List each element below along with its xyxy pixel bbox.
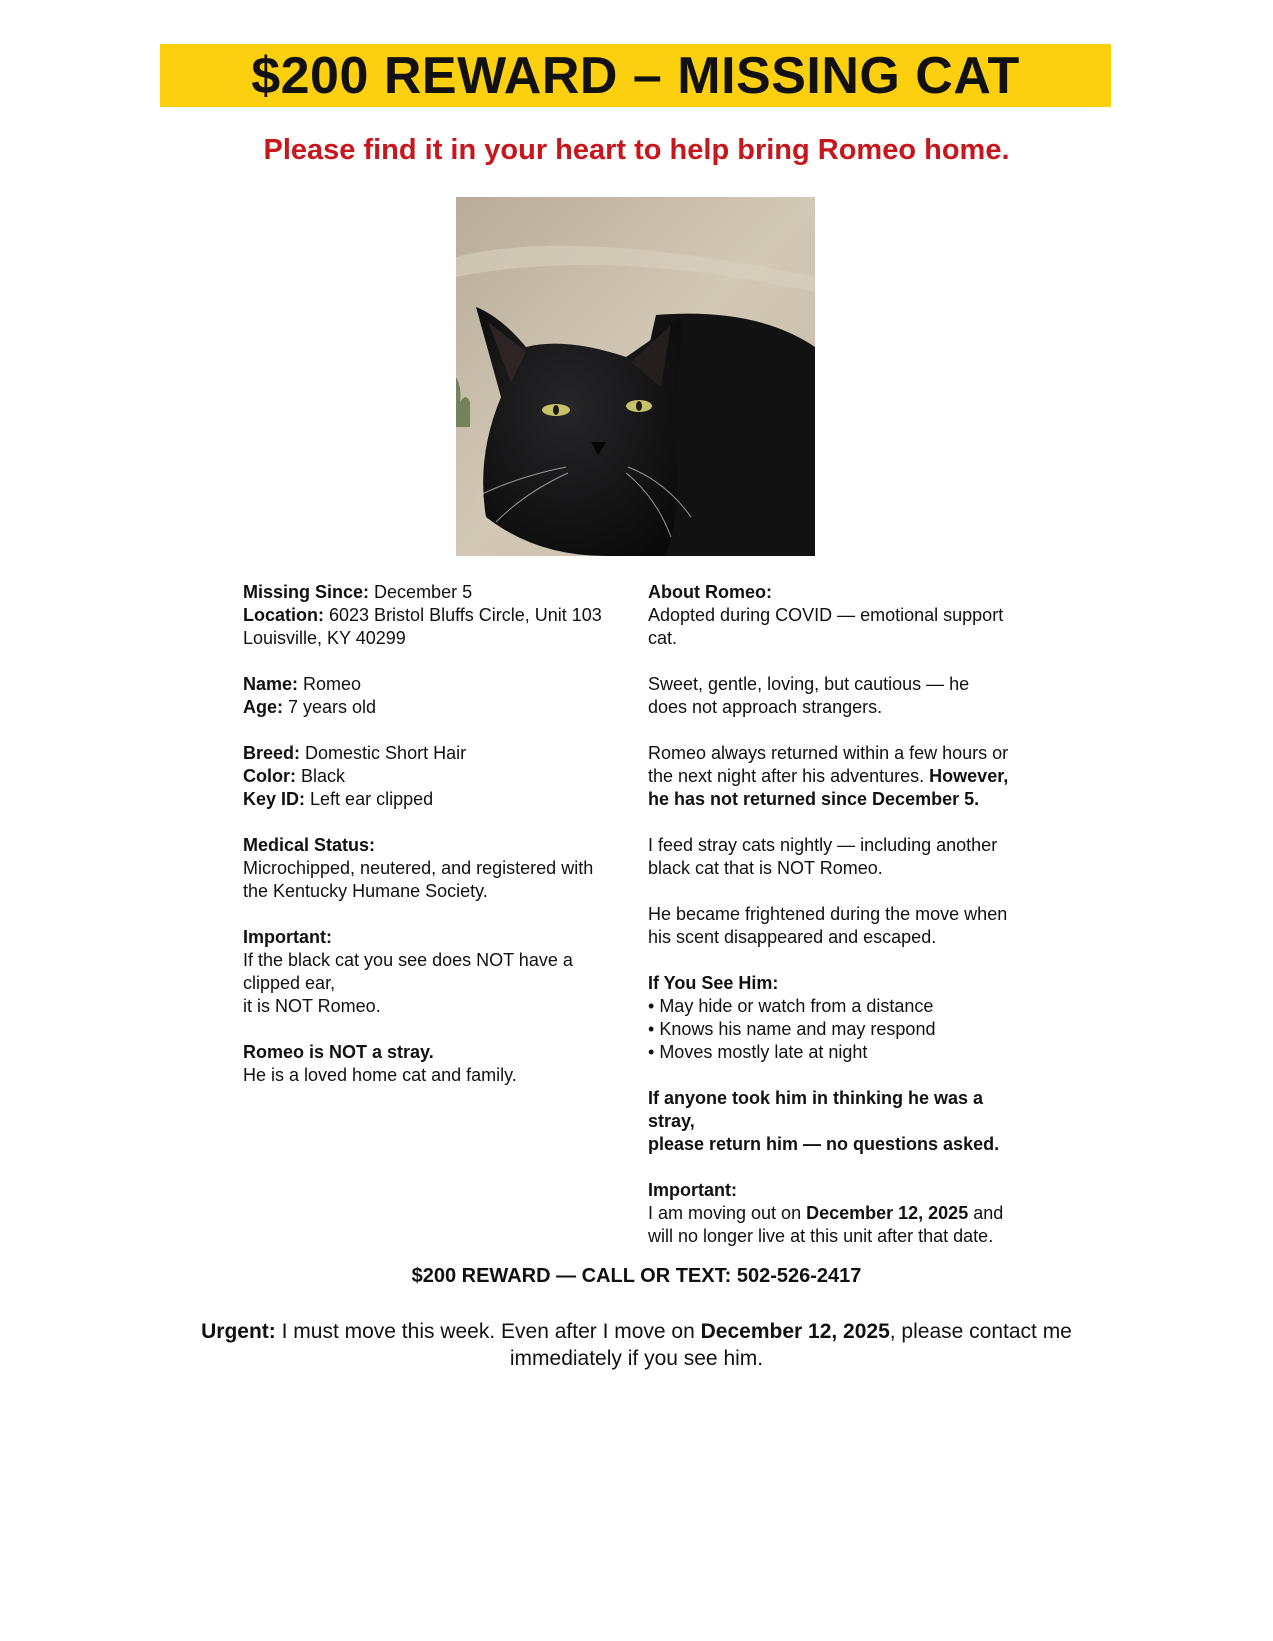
if-you-see-him: If You See Him: • May hide or watch from a distance • Knows his name and may respond • Moves mostly late at night bbox=[648, 972, 1038, 1064]
temperament: Sweet, gentle, loving, but cautious — he does not approach strangers. bbox=[648, 674, 970, 717]
frightened-note: He became frightened during the move when his scent disappeared and escaped. bbox=[648, 904, 1008, 947]
missing-info: Missing Since: December 5 Location: 6023 Bristol Bluffs Circle, Unit 103 Louisville, KY 40299 bbox=[243, 582, 602, 648]
returned-note: Romeo always returned within a few hours or the next night after his adventures. However, he has not returned since December 5. bbox=[648, 743, 1009, 809]
about-romeo: About Romeo: Adopted during COVID — emotional support cat. bbox=[648, 582, 1004, 648]
page-title: $200 REWARD – MISSING CAT bbox=[251, 46, 1020, 105]
cat-photo bbox=[456, 197, 815, 556]
not-stray: Romeo is NOT a stray. He is a loved home cat and family. bbox=[243, 1042, 517, 1085]
urgent-note: Urgent: I must move this week. Even after I move on December 12, 2025, please contact me immediately if you see him. bbox=[201, 1320, 1072, 1370]
important-left: Important: If the black cat you see does NOT have a clipped ear, it is NOT Romeo. bbox=[243, 927, 573, 1016]
identity-info: Name: Romeo Age: 7 years old bbox=[243, 674, 377, 717]
list-item: • Moves mostly late at night bbox=[648, 1041, 1038, 1064]
title-banner bbox=[160, 44, 1111, 107]
feed-note: I feed stray cats nightly — including another black cat that is NOT Romeo. bbox=[648, 835, 998, 878]
list-item: • May hide or watch from a distance bbox=[648, 995, 1038, 1018]
medical-status: Medical Status: Microchipped, neutered, and registered with the Kentucky Humane Society. bbox=[243, 835, 594, 901]
return-plea: If anyone took him in thinking he was a stray, please return him — no questions asked. bbox=[648, 1088, 1000, 1154]
appearance-info: Breed: Domestic Short Hair Color: Black Key ID: Left ear clipped bbox=[243, 743, 467, 809]
list-item: • Knows his name and may respond bbox=[648, 1018, 1038, 1041]
important-right: Important: I am moving out on December 12, 2025 and will no longer live at this unit after that date. bbox=[648, 1180, 1004, 1246]
reward-contact-line: $200 REWARD — CALL OR TEXT: 502-526-2417 bbox=[411, 1265, 862, 1287]
subtitle: Please find it in your heart to help bring Romeo home. bbox=[263, 134, 1010, 166]
right-column bbox=[648, 581, 1038, 1271]
left-column bbox=[243, 581, 633, 1110]
